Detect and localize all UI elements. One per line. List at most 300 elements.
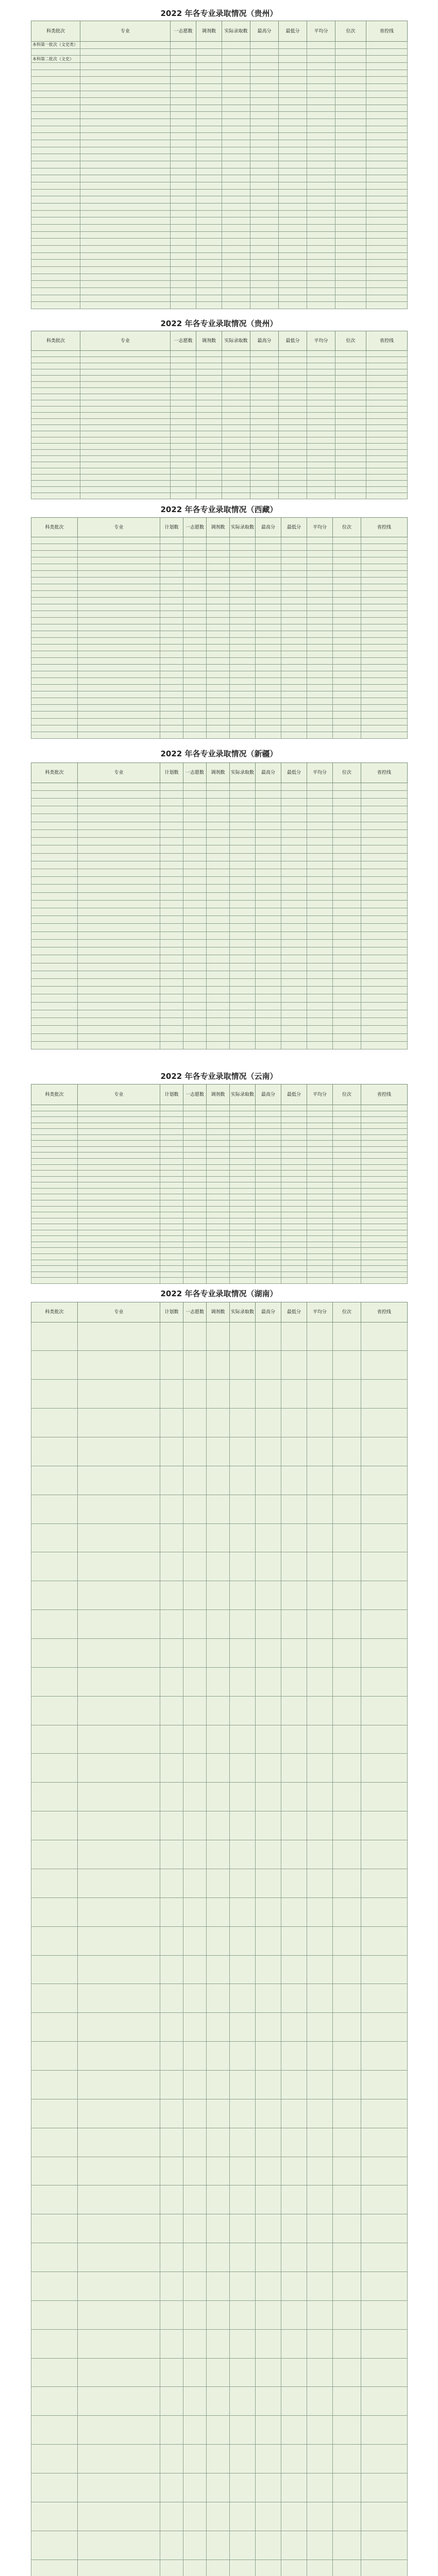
table-row (31, 425, 408, 431)
table-cell (256, 1041, 281, 1049)
table-row (31, 224, 408, 231)
table-cell (31, 2157, 78, 2185)
table-cell (31, 1041, 78, 1049)
table-cell (281, 611, 307, 618)
table-cell (230, 1117, 256, 1123)
table-cell (281, 1026, 307, 1033)
col-header: 位次 (335, 21, 366, 42)
table-cell (361, 1159, 408, 1165)
table-cell (183, 1610, 207, 1639)
table-row (31, 287, 408, 295)
table-cell (366, 112, 408, 119)
table-cell (31, 1134, 78, 1141)
table-cell (256, 1212, 281, 1218)
table-cell (250, 245, 279, 252)
table-cell (230, 1188, 256, 1194)
table-cell (307, 665, 333, 671)
table-cell (256, 1230, 281, 1236)
table-row (31, 869, 408, 876)
table-cell (335, 239, 366, 246)
table-cell (31, 838, 78, 845)
table-cell (335, 431, 366, 437)
table-cell (31, 431, 80, 437)
table-cell (366, 363, 408, 369)
table-cell (281, 2128, 307, 2157)
table-cell (281, 564, 307, 571)
table-cell (307, 838, 333, 845)
table-cell (256, 814, 281, 822)
table-cell (333, 698, 361, 705)
table-cell (183, 955, 207, 963)
table-cell (281, 1159, 307, 1165)
table-cell (333, 2185, 361, 2214)
table-cell (307, 900, 333, 908)
table-cell (281, 971, 307, 978)
table-cell (160, 963, 183, 971)
table-cell (183, 1840, 207, 1869)
table-cell (281, 584, 307, 591)
table-cell (335, 260, 366, 267)
col-header: 平均分 (307, 331, 335, 351)
table-cell (307, 705, 333, 711)
table-cell (78, 806, 160, 814)
table-row (31, 1026, 408, 1033)
table-cell (361, 885, 408, 892)
table-cell (80, 182, 171, 190)
table-row (31, 281, 408, 288)
table-cell (307, 571, 333, 578)
table-cell (361, 979, 408, 987)
table-cell (256, 908, 281, 916)
table-row (31, 1105, 408, 1111)
table-cell (78, 1026, 160, 1033)
table-cell (250, 431, 279, 437)
table-cell (230, 931, 256, 939)
table-cell (171, 182, 196, 190)
table-cell (256, 2329, 281, 2358)
table-cell (335, 406, 366, 413)
table-cell (281, 1437, 307, 1466)
table-cell (361, 1230, 408, 1236)
table-cell (207, 908, 230, 916)
table-cell (333, 1105, 361, 1111)
table-cell (361, 1176, 408, 1182)
table-row (31, 274, 408, 281)
table-cell (160, 1926, 183, 1955)
table-cell (78, 939, 160, 947)
table-cell (230, 1248, 256, 1254)
table-cell (196, 161, 222, 168)
col-header: 省控线 (361, 518, 408, 537)
table-cell (307, 98, 335, 105)
table-cell (183, 711, 207, 718)
table-cell (366, 444, 408, 450)
table-cell (207, 584, 230, 591)
table-cell (335, 266, 366, 274)
table-cell (307, 1200, 333, 1206)
table-cell (256, 979, 281, 987)
table-cell (31, 281, 80, 288)
col-header: 最高分 (256, 1302, 281, 1323)
table-cell (333, 1495, 361, 1523)
table-cell (307, 1002, 333, 1010)
table-cell (307, 2070, 333, 2099)
table-cell (250, 376, 279, 382)
table-cell (78, 1984, 160, 2013)
table-cell (80, 295, 171, 302)
table-cell (307, 2214, 333, 2243)
table-cell (31, 678, 78, 685)
table-cell (333, 1725, 361, 1754)
table-cell (207, 1176, 230, 1182)
table-cell (80, 394, 171, 400)
table-cell (366, 48, 408, 56)
table-cell (230, 955, 256, 963)
table-cell (196, 98, 222, 105)
table-cell (80, 196, 171, 204)
table-cell (80, 462, 171, 468)
table-cell (78, 1200, 160, 1206)
table-cell (366, 382, 408, 388)
table-cell (361, 1380, 408, 1409)
table-cell (335, 48, 366, 56)
table-cell (31, 126, 80, 133)
table-cell (160, 931, 183, 939)
table-cell (207, 665, 230, 671)
table-cell (281, 2358, 307, 2387)
table-cell (307, 1026, 333, 1033)
table-cell (256, 963, 281, 971)
table-row (31, 1218, 408, 1224)
table-cell (78, 1840, 160, 1869)
table-cell (171, 175, 196, 182)
section-title-yunnan: 2022 年各专业录取情况（云南） (160, 1072, 278, 1081)
table-cell (250, 252, 279, 260)
table-cell (307, 369, 335, 376)
col-header: 平均分 (307, 518, 333, 537)
table-cell (230, 1495, 256, 1523)
table-cell (333, 1897, 361, 1926)
table-row (31, 2013, 408, 2042)
table-cell (196, 260, 222, 267)
table-cell (250, 140, 279, 147)
table-cell (361, 1984, 408, 2013)
table-cell (361, 994, 408, 1002)
table-row (31, 900, 408, 908)
table-cell (307, 204, 335, 211)
table-cell (31, 239, 80, 246)
table-cell (222, 62, 250, 70)
table-cell (256, 2502, 281, 2531)
table-cell (80, 487, 171, 493)
table-cell (171, 382, 196, 388)
table-cell (222, 140, 250, 147)
table-cell (333, 598, 361, 604)
table-cell (281, 1010, 307, 1018)
table-cell (307, 41, 335, 48)
table-cell (31, 48, 80, 56)
table-cell (230, 665, 256, 671)
table-cell (361, 869, 408, 876)
table-cell (207, 1146, 230, 1153)
table-cell (333, 1123, 361, 1129)
table-row (31, 1242, 408, 1248)
table-cell (78, 1018, 160, 1026)
table-cell (250, 133, 279, 140)
table-cell (183, 838, 207, 845)
table-cell (31, 1111, 78, 1117)
table-cell (160, 1153, 183, 1159)
table-cell (31, 77, 80, 84)
table-cell (361, 829, 408, 837)
table-cell (281, 1811, 307, 1840)
table-row (31, 1159, 408, 1165)
table-cell (207, 2387, 230, 2416)
table-cell (361, 678, 408, 685)
table-cell (183, 924, 207, 931)
col-header: 科类批次 (31, 763, 78, 783)
table-cell (307, 1840, 333, 1869)
table-cell (207, 658, 230, 665)
table-cell (207, 571, 230, 578)
table-cell (78, 638, 160, 645)
table-cell (333, 1188, 361, 1194)
table-cell (307, 645, 333, 651)
table-cell (333, 1111, 361, 1117)
table-cell (335, 252, 366, 260)
table-cell (333, 591, 361, 598)
table-cell (307, 357, 335, 363)
table-cell (361, 1783, 408, 1811)
table-cell (31, 2358, 78, 2387)
table-cell (196, 175, 222, 182)
table-cell (31, 1218, 78, 1224)
table-cell (183, 732, 207, 738)
table-cell (256, 1278, 281, 1284)
table-cell (207, 994, 230, 1002)
col-header: 实际录取数 (222, 331, 250, 351)
table-cell (171, 77, 196, 84)
table-cell (230, 1754, 256, 1783)
table-cell (222, 168, 250, 175)
table-cell (361, 900, 408, 908)
table-cell (222, 406, 250, 413)
table-cell (279, 48, 307, 56)
table-cell (307, 231, 335, 239)
table-cell (307, 274, 335, 281)
table-cell (281, 2185, 307, 2214)
table-cell (281, 1141, 307, 1147)
table-cell (31, 1164, 78, 1171)
table-cell (230, 2128, 256, 2157)
table-cell (361, 591, 408, 598)
table-cell (207, 814, 230, 822)
table-cell (335, 357, 366, 363)
table-cell (196, 363, 222, 369)
table-cell (160, 955, 183, 963)
table-cell (256, 1224, 281, 1230)
table-cell (250, 481, 279, 487)
table-cell (207, 1581, 230, 1610)
table-row (31, 1523, 408, 1552)
table-cell (307, 2531, 333, 2560)
table-cell (361, 798, 408, 806)
table-cell (366, 388, 408, 394)
table-cell (78, 1164, 160, 1171)
table-cell (256, 551, 281, 557)
table-cell (256, 1696, 281, 1725)
table-row (31, 571, 408, 578)
table-cell (207, 618, 230, 624)
table-cell (31, 537, 78, 544)
table-cell (183, 1984, 207, 2013)
table-cell (78, 1322, 160, 1351)
table-cell (183, 931, 207, 939)
table-cell (281, 1783, 307, 1811)
table-cell (307, 1218, 333, 1224)
table-cell (335, 83, 366, 91)
table-cell (281, 2099, 307, 2128)
table-cell (183, 900, 207, 908)
table-cell (256, 885, 281, 892)
table-cell (31, 1159, 78, 1165)
table-cell (256, 1182, 281, 1189)
table-cell (366, 425, 408, 431)
table-cell (230, 885, 256, 892)
table-cell (281, 1466, 307, 1495)
table-cell (256, 691, 281, 698)
table-cell (307, 1523, 333, 1552)
table-cell (366, 287, 408, 295)
table-cell (207, 1725, 230, 1754)
table-cell (222, 400, 250, 406)
table-cell (230, 1105, 256, 1111)
table-cell (183, 2560, 207, 2576)
table-cell (281, 638, 307, 645)
table-cell (333, 544, 361, 551)
table-cell (78, 658, 160, 665)
table-cell (281, 1033, 307, 1041)
table-cell (160, 571, 183, 578)
table-cell (250, 419, 279, 425)
table-cell (361, 1212, 408, 1218)
table-cell (307, 1230, 333, 1236)
table-row (31, 2473, 408, 2502)
table-row (31, 1134, 408, 1141)
table-cell (361, 638, 408, 645)
table-cell (230, 822, 256, 829)
table-cell (230, 845, 256, 853)
table-cell (207, 869, 230, 876)
table-row (31, 790, 408, 798)
table-cell (78, 1495, 160, 1523)
table-cell (281, 1134, 307, 1141)
table-cell (196, 382, 222, 388)
table-cell (307, 611, 333, 618)
table-cell (333, 2214, 361, 2243)
table-cell (160, 551, 183, 557)
table-cell (207, 1351, 230, 1380)
col-header: 实际录取数 (222, 21, 250, 42)
table-cell (183, 790, 207, 798)
table-cell (222, 456, 250, 462)
table-cell (31, 1194, 78, 1200)
table-cell (361, 698, 408, 705)
table-cell (183, 1218, 207, 1224)
table-cell (160, 1409, 183, 1437)
table-cell (78, 1123, 160, 1129)
table-cell (31, 1610, 78, 1639)
table-cell (222, 474, 250, 481)
table-cell (160, 1200, 183, 1206)
table-cell (31, 2070, 78, 2099)
table-cell (250, 189, 279, 196)
table-cell (230, 1194, 256, 1200)
table-cell (333, 1984, 361, 2013)
table-cell (222, 274, 250, 281)
table-cell (207, 537, 230, 544)
table-cell (31, 161, 80, 168)
table-cell (207, 2157, 230, 2185)
table-cell (160, 1010, 183, 1018)
table-header-row (31, 21, 408, 42)
table-row (31, 245, 408, 252)
table-cell (361, 1696, 408, 1725)
table-cell (183, 1212, 207, 1218)
table-cell (256, 718, 281, 725)
table-cell (80, 140, 171, 147)
table-cell (256, 931, 281, 939)
table-cell (183, 1182, 207, 1189)
section-title-guizhou-2: 2022 年各专业录取情况（贵州） (160, 319, 278, 328)
table-cell (281, 1224, 307, 1230)
table-cell (183, 1696, 207, 1725)
table-cell (207, 1552, 230, 1581)
table-cell (160, 838, 183, 845)
table-cell (307, 1159, 333, 1165)
table-cell (281, 665, 307, 671)
table-cell (307, 651, 333, 658)
table-cell (31, 916, 78, 924)
table-cell (335, 231, 366, 239)
table-cell (196, 444, 222, 450)
table-cell (31, 444, 80, 450)
table-cell (78, 1466, 160, 1495)
table-cell (307, 1248, 333, 1254)
table-cell (222, 493, 250, 499)
table-cell (333, 939, 361, 947)
table-cell (196, 224, 222, 231)
table-cell (78, 598, 160, 604)
table-cell (333, 1129, 361, 1135)
table-cell (78, 645, 160, 651)
table-row (31, 351, 408, 357)
table-cell (307, 62, 335, 70)
table-row (31, 822, 408, 829)
table-cell (333, 624, 361, 631)
table-row (31, 853, 408, 861)
table-cell (307, 210, 335, 217)
table-cell (183, 1111, 207, 1117)
table-cell (31, 302, 80, 309)
table-cell (78, 1129, 160, 1135)
table-cell (307, 1278, 333, 1284)
table-cell (31, 1495, 78, 1523)
table-cell (78, 671, 160, 678)
table-cell (78, 732, 160, 738)
table-cell (256, 924, 281, 931)
table-cell (333, 924, 361, 931)
